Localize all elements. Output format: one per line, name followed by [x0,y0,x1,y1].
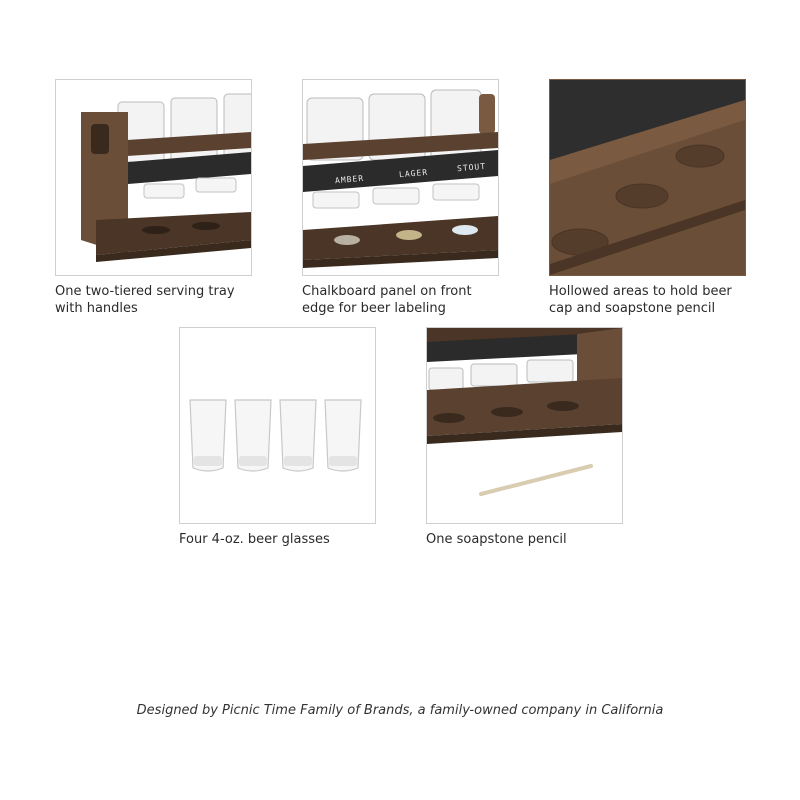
brand-footer-text: Designed by Picnic Time Family of Brands, a family-owned company in California [136,703,664,718]
chalkboard-caption-line-2: edge for beer labeling [302,301,446,316]
hollowed-caption-line-2: cap and soapstone pencil [549,301,716,316]
pencil-caption [426,531,567,548]
glasses-caption [179,531,330,548]
chalkboard-caption-line-1: Chalkboard panel on front [302,284,472,299]
hollowed-areas-image [550,80,745,275]
glasses-image-tile [179,327,376,524]
pencil-image-tile [426,327,623,524]
hollowed-caption [549,283,732,317]
chalk-label-amber: AMBER [334,173,365,186]
hollowed-caption-line-1: Hollowed areas to hold beer [549,284,732,299]
hollowed-areas-image-tile [549,79,746,276]
tray-caption-line-2: with handles [55,301,138,316]
pencil-caption-line-1: One soapstone pencil [426,532,567,547]
chalk-label-lager: LAGER [398,167,429,180]
chalkboard-caption [302,283,472,317]
soapstone-pencil-image [427,328,622,523]
tray-caption-line-1: One two-tiered serving tray [55,284,235,299]
tray-image-tile [55,79,252,276]
beer-glasses-image [180,328,375,523]
tray-with-handles-image [56,80,251,275]
glasses-caption-line-1: Four 4-oz. beer glasses [179,532,330,547]
chalk-label-stout: STOUT [456,161,487,174]
chalkboard-image-tile [302,79,499,276]
tray-caption [55,283,235,317]
